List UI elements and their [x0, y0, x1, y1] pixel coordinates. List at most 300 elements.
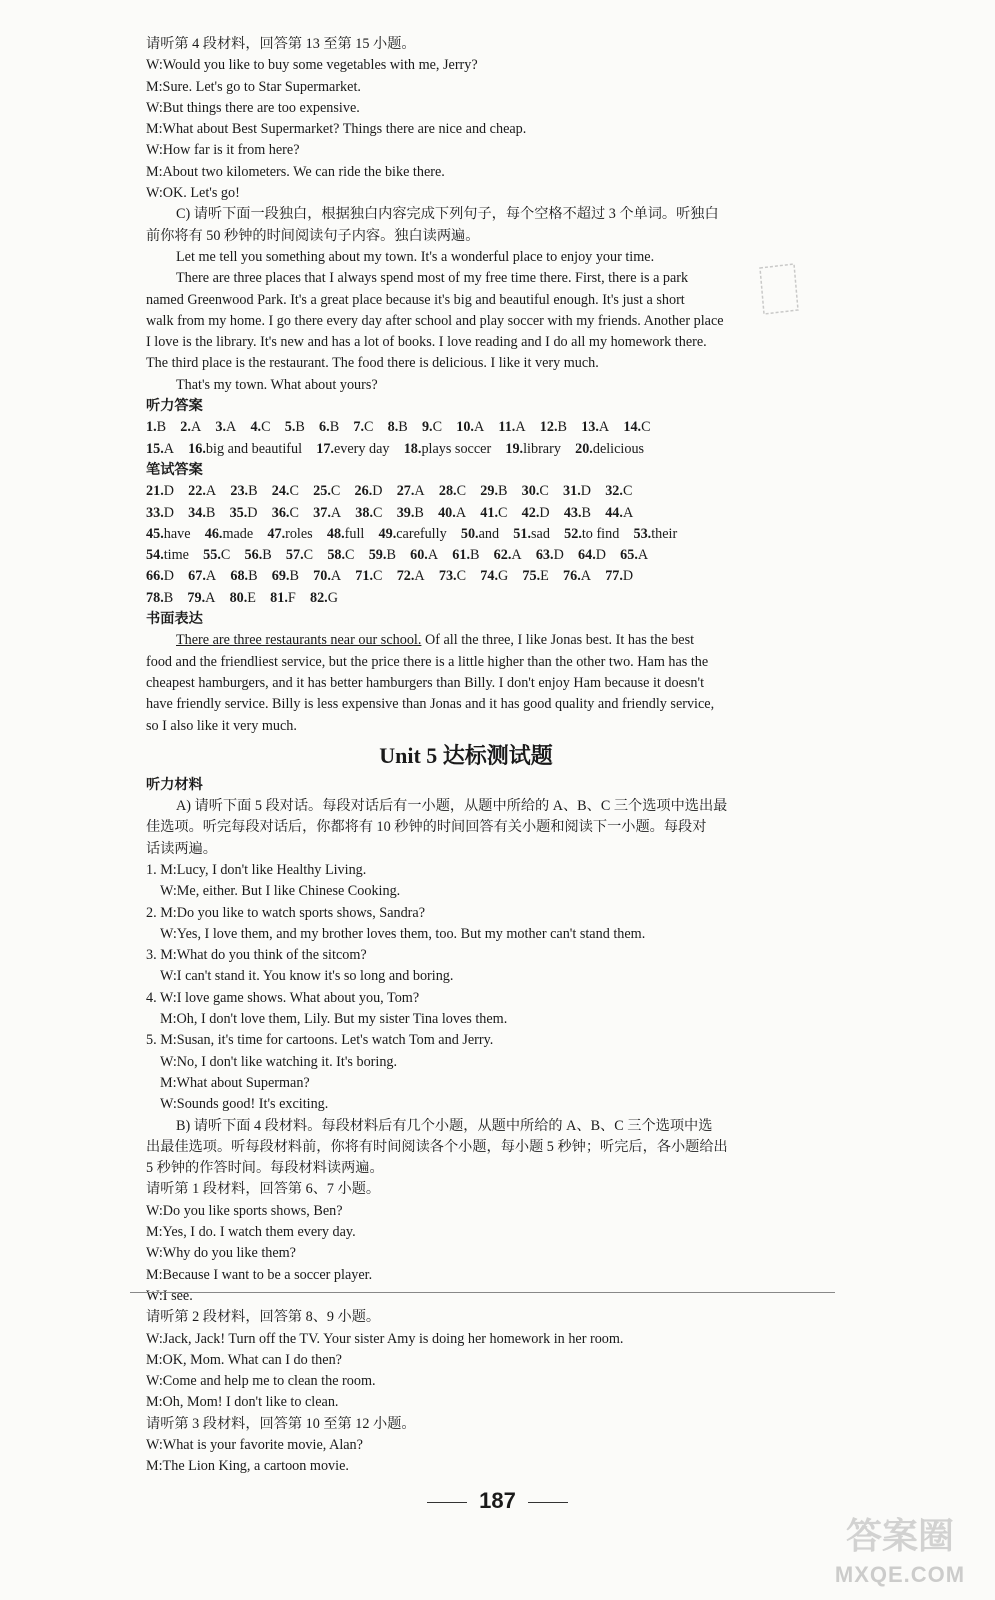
answer-number: 62. — [493, 547, 512, 564]
answer-number: 50. — [460, 525, 479, 542]
answer-row — [146, 524, 786, 545]
answer-number: 43. — [563, 504, 582, 521]
dialogue-line: W:Jack, Jack! Turn off the TV. Your sister Amy is doing her homework in her room. — [146, 1330, 624, 1347]
answer-number: 8. — [387, 419, 399, 436]
written-answers — [146, 460, 786, 609]
answer-value: B — [156, 419, 167, 436]
answer-value: D — [539, 504, 550, 521]
watermark-logo-text: 答案圈 — [845, 1516, 954, 1557]
answer-value: A — [622, 504, 634, 521]
answer-item — [245, 547, 272, 563]
monologue-line: The third place is the restaurant. The food there is delicious. I like it very much. — [146, 355, 599, 372]
answer-item — [230, 483, 257, 499]
answer-value: carefully — [396, 525, 447, 542]
instruction-line: 前你将有 50 秒钟的时间阅读句子内容。独白读两遍。 — [146, 227, 480, 244]
answer-item — [146, 568, 174, 584]
answer-item — [146, 483, 174, 499]
answer-value: B — [329, 419, 340, 436]
answer-value: B — [248, 483, 258, 500]
answer-item — [286, 547, 313, 563]
answer-value: A — [414, 483, 425, 500]
answer-value: sad — [531, 525, 550, 542]
answer-number: 32. — [605, 483, 623, 500]
answer-item — [575, 441, 644, 457]
dialogue-line: M:Because I want to be a soccer player. — [146, 1266, 373, 1283]
instruction-line: 请听第 2 段材料，回答第 8、9 小题。 — [146, 1309, 381, 1326]
answer-value: C — [345, 547, 355, 564]
answer-value: F — [287, 589, 296, 606]
answer-item — [188, 483, 216, 499]
answer-item — [605, 568, 633, 584]
answer-item — [180, 419, 201, 435]
answer-item — [327, 547, 354, 563]
writing-section — [146, 609, 786, 737]
answer-value: C — [432, 419, 443, 436]
monologue-line: Let me tell you something about my town. It's a wonderful place to enjoy your time. — [176, 248, 655, 265]
answer-value: C — [220, 547, 231, 564]
answer-item — [313, 505, 341, 521]
answer-number: 67. — [188, 568, 206, 585]
answer-row — [146, 545, 786, 566]
instruction-line: C) 请听下面一段独白，根据独白内容完成下列句子，每个空格不超过 3 个单词。听独白 — [176, 206, 719, 223]
answer-number: 10. — [456, 419, 474, 436]
dialogue-line: W:Would you like to buy some vegetables with me, Jerry? — [146, 57, 478, 74]
answer-value: C — [641, 419, 651, 436]
answer-number: 79. — [187, 589, 206, 606]
answer-number: 33. — [146, 504, 164, 521]
answer-number: 58. — [327, 547, 346, 564]
answer-number: 5. — [284, 419, 296, 436]
answer-number: 39. — [396, 504, 415, 521]
dialogue-line: W:Come and help me to clean the room. — [146, 1373, 376, 1390]
answer-value: C — [261, 419, 271, 436]
answer-row — [146, 481, 786, 502]
instruction-line: 话读两遍。 — [146, 840, 217, 857]
answer-number: 47. — [267, 525, 286, 542]
answer-value: time — [163, 547, 189, 564]
answer-value: A — [205, 589, 216, 606]
answer-number: 29. — [480, 483, 498, 500]
answer-item — [369, 547, 396, 563]
answer-number: 2. — [180, 419, 191, 436]
answer-number: 53. — [633, 525, 652, 542]
instruction-line: 请听第 3 段材料，回答第 10 至第 12 小题。 — [146, 1415, 416, 1432]
answer-item — [578, 547, 606, 563]
dialogue-line: 3. M:What do you think of the sitcom? — [146, 947, 367, 964]
answer-value: C — [289, 504, 299, 521]
answer-item — [633, 526, 677, 542]
essay-line — [146, 630, 786, 651]
instruction-line: 请听第 4 段材料，回答第 13 至第 15 小题。 — [146, 36, 416, 52]
answer-item — [188, 568, 216, 584]
answer-number: 81. — [270, 589, 288, 606]
dialogue-line: 4. W:I love game shows. What about you, Tom? — [146, 989, 420, 1006]
answer-item — [230, 505, 258, 521]
stamp-mark — [752, 262, 802, 316]
answer-number: 11. — [498, 419, 516, 436]
answer-value: C — [373, 568, 383, 585]
answer-item — [285, 419, 305, 435]
dialogue-line: W:OK. Let's go! — [146, 185, 240, 202]
answer-number: 12. — [539, 419, 558, 436]
dialogue-line: W:How far is it from here? — [146, 142, 300, 159]
answer-number: 46. — [204, 525, 223, 542]
answer-number: 41. — [480, 504, 498, 521]
answer-value: G — [327, 589, 338, 606]
answer-value: C — [303, 547, 314, 564]
answer-value: delicious — [592, 440, 645, 457]
answer-item — [563, 483, 591, 499]
answer-number: 42. — [521, 504, 540, 521]
answer-number: 66. — [146, 568, 164, 585]
answer-item — [540, 419, 567, 435]
instruction-line: 出最佳选项。听每段材料前，你将有时间阅读各个小题，每小题 5 秒钟；听完后，各小题给出 — [146, 1138, 728, 1155]
answer-value: B — [289, 568, 299, 585]
answer-item — [522, 483, 549, 499]
page-number — [0, 1488, 995, 1514]
answer-value: C — [539, 483, 549, 500]
answer-item — [563, 568, 591, 584]
answer-value: and — [478, 525, 500, 542]
answer-value: have — [163, 525, 191, 542]
answer-value: D — [595, 547, 606, 564]
monologue-line: I love is the library. It's new and has a lot of books. I love reading and I do all my homework there. — [146, 334, 707, 351]
answer-number: 38. — [355, 504, 374, 521]
dialogue-line: W:Yes, I love them, and my brother loves them, too. But my mother can't stand them. — [160, 925, 646, 942]
answer-value: A — [637, 547, 649, 564]
answer-number: 30. — [521, 483, 540, 500]
answer-item — [536, 547, 564, 563]
answer-item — [313, 568, 341, 584]
essay-underlined-sentence: There are three restaurants near our school. — [176, 632, 422, 649]
answer-value: A — [515, 419, 526, 436]
answer-value: G — [497, 568, 509, 585]
answer-number: 48. — [326, 525, 345, 542]
answer-item — [605, 483, 632, 499]
answer-value: B — [205, 504, 216, 521]
dialogue-line: 5. M:Susan, it's time for cartoons. Let's watch Tom and Jerry. — [146, 1032, 494, 1049]
answer-value: B — [163, 589, 174, 606]
answer-number: 45. — [146, 525, 164, 542]
answer-value: A — [580, 568, 591, 585]
answer-value: library — [523, 440, 561, 457]
answer-value: every day — [333, 440, 390, 457]
answer-number: 77. — [605, 568, 623, 585]
answer-item — [146, 505, 174, 521]
answer-item — [316, 441, 389, 457]
answer-number: 37. — [313, 504, 331, 521]
answer-item — [146, 547, 189, 563]
answer-number: 59. — [368, 547, 387, 564]
section-heading: 书面表达 — [146, 611, 203, 628]
answer-number: 64. — [578, 547, 596, 564]
answer-value: made — [222, 525, 254, 542]
answer-value: A — [226, 419, 237, 436]
answer-number: 78. — [146, 589, 164, 606]
answer-value: D — [163, 504, 174, 521]
answer-item — [410, 547, 438, 563]
answer-value: D — [247, 504, 258, 521]
answer-value: D — [163, 568, 174, 585]
answer-item — [397, 568, 425, 584]
essay-line: so I also like it very much. — [146, 717, 297, 734]
essay-line: food and the friendliest service, but the price there is a little higher than the other two. Ham has the — [146, 653, 709, 670]
answer-item — [146, 419, 166, 435]
answer-item — [230, 568, 257, 584]
answer-item — [272, 505, 299, 521]
instruction-line: B) 请听下面 4 段材料。每段材料后有几个小题，从题中所给的 A、B、C 三个选项中选 — [176, 1117, 713, 1134]
monologue-section — [146, 204, 786, 396]
answer-number: 44. — [605, 504, 623, 521]
answer-item — [327, 526, 364, 542]
answer-value: C — [456, 568, 467, 585]
answer-number: 69. — [271, 568, 290, 585]
answer-item — [319, 419, 339, 435]
answer-number: 74. — [480, 568, 498, 585]
answer-item — [564, 526, 619, 542]
dialogue-line: W:Do you like sports shows, Ben? — [146, 1202, 343, 1219]
answer-value: B — [262, 547, 272, 564]
answer-item — [230, 590, 256, 606]
answer-value: D — [372, 483, 383, 500]
dialogue-line: W:Why do you like them? — [146, 1245, 296, 1262]
dialogue-line: W:What is your favorite movie, Alan? — [146, 1437, 363, 1453]
unit-title: Unit 5 达标测试题 — [379, 742, 553, 768]
answer-number: 24. — [271, 483, 290, 500]
answer-number: 18. — [403, 440, 422, 457]
answer-number: 82. — [309, 589, 328, 606]
answer-number: 70. — [313, 568, 331, 585]
answer-number: 49. — [378, 525, 397, 542]
dialogue-line: W:No, I don't like watching it. It's boring. — [160, 1053, 398, 1070]
instruction-line: 佳选项。听完每段对话后，你都将有 10 秒钟的时间回答有关小题和阅读下一小题。每段对 — [146, 819, 707, 836]
answer-number: 80. — [229, 589, 248, 606]
answer-item — [422, 419, 442, 435]
answer-item — [620, 547, 648, 563]
answer-item — [480, 568, 508, 584]
dash-right — [528, 1502, 568, 1503]
answer-number: 57. — [285, 547, 304, 564]
answer-value: A — [163, 440, 174, 457]
answer-value: C — [373, 504, 383, 521]
answer-number: 28. — [438, 483, 457, 500]
answer-item — [581, 419, 609, 435]
page-fold-line — [130, 1292, 835, 1293]
watermark-logo — [825, 1515, 975, 1590]
dialogue-line: W:Me, either. But I like Chinese Cooking. — [160, 883, 401, 900]
answer-value: A — [511, 547, 522, 564]
answer-item — [267, 526, 312, 542]
answer-number: 55. — [203, 547, 221, 564]
answer-number: 72. — [396, 568, 415, 585]
answer-number: 61. — [452, 547, 470, 564]
dialogue-line: M:Sure. Let's go to Star Supermarket. — [146, 78, 361, 95]
answer-number: 51. — [513, 525, 532, 542]
answer-value: C — [497, 504, 508, 521]
answer-number: 16. — [188, 440, 206, 457]
instruction-line: A) 请听下面 5 段对话。每段对话后有一小题，从题中所给的 A、B、C 三个选项中选出最 — [176, 798, 728, 815]
answer-item — [404, 441, 491, 457]
answer-value: their — [651, 525, 678, 542]
answer-item — [272, 483, 299, 499]
answer-item — [456, 419, 484, 435]
answer-value: A — [414, 568, 425, 585]
answer-number: 25. — [313, 483, 331, 500]
answer-value: D — [580, 483, 592, 500]
answer-value: A — [598, 419, 610, 436]
answer-number: 63. — [535, 547, 554, 564]
monologue-line: There are three places that I always spend most of my free time there. First, there is a park — [176, 270, 689, 287]
answer-item — [188, 505, 215, 521]
answer-item — [146, 441, 174, 457]
dialogue-line: M:What about Superman? — [160, 1074, 310, 1091]
answer-number: 14. — [623, 419, 642, 436]
answer-number: 17. — [316, 440, 334, 457]
section-heading: 听力材料 — [146, 776, 203, 793]
dash-left — [427, 1502, 467, 1503]
answer-value: D — [622, 568, 634, 585]
answer-item — [146, 590, 173, 606]
dialogue-line: M:OK, Mom. What can I do then? — [146, 1351, 342, 1368]
section-heading: 听力答案 — [146, 398, 203, 415]
listening-answers — [146, 396, 786, 460]
answer-value: A — [427, 547, 439, 564]
answer-number: 6. — [319, 419, 330, 436]
answer-value: full — [344, 525, 365, 542]
answer-item — [505, 441, 561, 457]
page-content — [146, 34, 786, 1478]
essay-text: Of all the three, I like Jonas best. It has the best — [421, 632, 695, 649]
answer-number: 68. — [230, 568, 249, 585]
dialogue-line: 2. M:Do you like to watch sports shows, Sandra? — [146, 904, 425, 921]
answer-item — [310, 590, 338, 606]
answer-number: 7. — [353, 419, 364, 436]
answer-item — [494, 547, 522, 563]
answer-value: to find — [581, 525, 620, 542]
answer-item — [438, 505, 466, 521]
answer-value: B — [497, 483, 508, 500]
instruction-line: 请听第 1 段材料，回答第 6、7 小题。 — [146, 1181, 381, 1198]
answer-value: B — [386, 547, 396, 564]
answer-item — [215, 419, 236, 435]
essay-line: have friendly service. Billy is less expensive than Jonas and it has good quality and friendly service, — [146, 696, 715, 713]
dialogue-section-4 — [146, 34, 786, 204]
dialogue-line: W:Sounds good! It's exciting. — [160, 1096, 329, 1113]
answer-number: 73. — [438, 568, 457, 585]
dialogue-line: W:I can't stand it. You know it's so long and boring. — [160, 968, 454, 985]
answer-value: B — [557, 419, 567, 436]
page-number-text: 187 — [479, 1488, 516, 1513]
dialogue-line: M:What about Best Supermarket? Things there are nice and cheap. — [146, 121, 527, 138]
answer-number: 65. — [620, 547, 638, 564]
answer-number: 15. — [146, 440, 164, 457]
answer-number: 23. — [230, 483, 249, 500]
answer-row — [146, 566, 786, 587]
dialogue-line: M:The Lion King, a cartoon movie. — [146, 1458, 349, 1475]
answer-value: C — [622, 483, 633, 500]
answer-value: B — [414, 504, 424, 521]
answer-item — [270, 590, 296, 606]
answer-value: B — [470, 547, 480, 564]
answer-item — [605, 505, 633, 521]
answer-number: 9. — [421, 419, 433, 436]
answer-value: B — [295, 419, 305, 436]
answer-value: D — [163, 483, 174, 500]
answer-value: B — [581, 504, 592, 521]
answer-number: 27. — [396, 483, 415, 500]
answer-value: roles — [285, 525, 313, 542]
answer-number: 22. — [188, 483, 206, 500]
answer-row — [146, 588, 786, 609]
answer-item — [461, 526, 499, 542]
answer-number: 40. — [438, 504, 456, 521]
answer-item — [397, 483, 425, 499]
answer-item — [379, 526, 447, 542]
answer-row — [146, 439, 786, 460]
answer-value: B — [398, 419, 408, 436]
answer-value: big and beautiful — [205, 440, 303, 457]
dialogue-line: 1. M:Lucy, I don't like Healthy Living. — [146, 861, 367, 878]
answer-number: 71. — [355, 568, 374, 585]
answer-value: C — [456, 483, 467, 500]
answer-item — [513, 526, 550, 542]
answer-number: 75. — [522, 568, 541, 585]
answer-value: B — [248, 568, 258, 585]
answer-item — [272, 568, 299, 584]
answer-number: 60. — [410, 547, 428, 564]
answer-item — [313, 483, 340, 499]
dialogue-line: M:Yes, I do. I watch them every day. — [146, 1224, 356, 1241]
dialogue-line: M:Oh, I don't love them, Lily. But my sister Tina loves them. — [160, 1011, 508, 1028]
answer-item — [522, 568, 548, 584]
monologue-line: That's my town. What about yours? — [176, 376, 378, 393]
watermark-site-text: MXQE.COM — [834, 1562, 966, 1587]
answer-item — [623, 419, 650, 435]
answer-value: E — [247, 589, 256, 606]
answer-value: C — [289, 483, 299, 500]
dialogue-line: W:But things there are too expensive. — [146, 99, 360, 116]
answer-number: 3. — [215, 419, 227, 436]
answer-value: A — [473, 419, 485, 436]
answer-item — [439, 483, 466, 499]
answer-item — [355, 483, 383, 499]
essay-line: cheapest hamburgers, and it has better hamburgers than Billy. I don't enjoy Ham because it doesn't — [146, 674, 705, 691]
answer-item — [355, 505, 382, 521]
answer-item — [388, 419, 408, 435]
answer-number: 13. — [581, 419, 599, 436]
answer-item — [188, 441, 302, 457]
answer-value: A — [330, 504, 342, 521]
answer-item — [480, 505, 507, 521]
answer-row — [146, 417, 786, 438]
answer-item — [187, 590, 215, 606]
answer-number: 35. — [229, 504, 248, 521]
answer-number: 20. — [575, 440, 593, 457]
unit5-section — [146, 775, 786, 1478]
answer-value: A — [205, 568, 217, 585]
answer-item — [452, 547, 479, 563]
answer-number: 26. — [354, 483, 373, 500]
answer-number: 1. — [146, 419, 157, 436]
answer-number: 21. — [146, 483, 164, 500]
answer-item — [439, 568, 466, 584]
answer-row — [146, 503, 786, 524]
dialogue-line: M:Oh, Mom! I don't like to clean. — [146, 1394, 339, 1411]
answer-item — [480, 483, 507, 499]
answer-item — [397, 505, 424, 521]
answer-item — [353, 419, 373, 435]
answer-value: plays soccer — [421, 440, 492, 457]
